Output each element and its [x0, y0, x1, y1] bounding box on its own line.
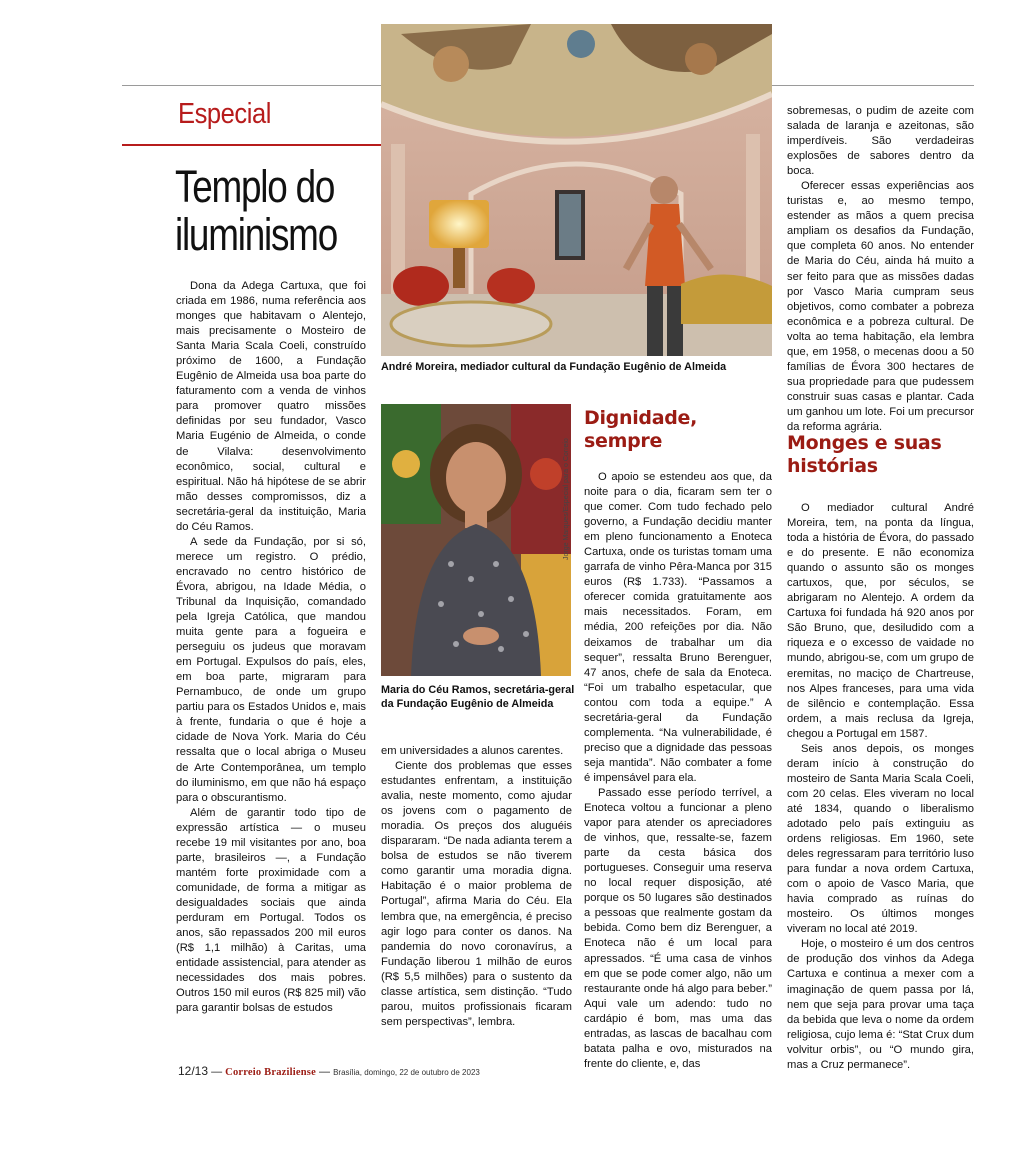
paragraph: O apoio se estendeu aos que, da noite para o dia, ficaram sem ter o que comer. Com tudo fechado pelo governo, a Fundação decidiu manter em pleno funcionamento a Enoteca Cartuxa, onde os turistas tomam uma garrafa de vinho Pêra-Manca por 315 euros (R$ 1.733). “Passamos a oferecer comida gratuitamente aos mais necessitados. Foram, em média, 200 refeições por dia. Não deixamos de trabalhar um dia sequer”, ressalta Bruno Berenguer, 47 anos, chefe de sala da Enoteca. “Foi um trabalho espetacular, que contou com toda a equipe.” A secretária-geral da Fundação complementa. “Na vulnerabilidade, é preciso que a dignidade das pessoas seja mantida”. Não combater a fome é impensável para ela. — [584, 471, 772, 784]
article-column-3 — [584, 470, 772, 1072]
page-footer — [178, 1064, 480, 1078]
photo-credit: Jorge Marques/Especial para o Correio — [563, 438, 570, 560]
paragraph: Ciente dos problemas que esses estudantes enfrentam, a instituição avalia, neste momento, como ajudar os jovens com o pagamento de moradia. Os preços dos aluguéis dispararam. “De nada adianta terem a bolsa de estudos se não tiverem como garantir uma moradia digna. Habitação é o maior problema de Portugal”, afirma Maria do Céu. Ela lembra que, na emergência, é preciso agir logo para conter os danos. Na pandemia do novo coronavírus, a Fundação liberou 1 milhão de euros (R$ 5,5 milhões) para o sustento da classe artística, sem distinção. “Tudo parou, muitos profissionais ficaram sem perspectivas”, lembra. — [381, 760, 572, 1028]
paragraph: Hoje, o mosteiro é um dos centros de produção dos vinhos da Adega Cartuxa e continua a mexer com a imaginação de quem passa por lá, nem que seja para provar uma taça da bebida que leva o nome da ordem religiosa, cujo lema é: “Stat Crux dum volvitur orbis”, ou “O mundo gira, mas a Cruz permanece”. — [787, 938, 974, 1071]
paragraph: A sede da Fundação, por si só, merece um registro. O prédio, encravado no centro histórico de Évora, abrigou, na Idade Média, o Tribunal da Inquisição, comandado pela Igreja Católica, que mandou muita gente para a fogueira e perseguiu os judeus que moravam em Portugal. Expulsos do país, eles, em boa parte, migraram para Pernambuco, de onde um grupo partiu para os Estados Unidos e, mais à frente, fundaria o que é hoje a cidade de Nova York. Maria do Céu ressalta que o local abriga o Museu de Arte Contemporânea, um templo do iluminismo, em que não há espaço para o obscurantismo. — [176, 535, 366, 804]
headline: Templo do iluminismo — [175, 161, 337, 260]
section-label: Especial — [178, 98, 271, 130]
portrait-photo-image — [381, 404, 571, 676]
page-numbers: 12/13 — [178, 1064, 209, 1078]
footer-dash: — — [211, 1066, 223, 1078]
article-column-4-top — [787, 104, 974, 435]
article-column-4-bottom — [787, 501, 974, 1073]
paragraph: Seis anos depois, os monges deram início à construção do mosteiro de Santa Maria Scala Coeli, com 20 celas. Eles viveram no local até 1834, quando o liberalismo adotado pelo país extinguiu as ordens religiosas. Em 1960, sete deles regressaram para território luso para fundar a nova ordem Cartuxa, com o apoio de Vasco Maria, que havia comprado as ruínas do mosteiro. Os últimos monges viveram no local até 2019. — [787, 742, 974, 936]
subhead-dignidade: Dignidade, sempre — [584, 407, 698, 452]
paragraph: Dona da Adega Cartuxa, que foi criada em 1986, numa referência aos monges que habitavam o Alentejo, mais precisamente o Mosteiro de Santa Maria Scala Coeli, construído próximo de 1600, a Fundação Eugênio de Almeida usa boa parte do faturamento com a venda de vinhos para promover quatro missões definidas por seu fundador, Vasco Maria Eugénio de Almeida, o conde de Vilalva: desenvolvimento econômico, social, cultural e espiritual. Não há hipótese de se abrir mão desses compromissos, diz a secretária-geral da instituição, Maria do Céu Ramos. — [176, 280, 366, 533]
main-photo-image — [381, 24, 772, 356]
newspaper-brand: Correio Braziliense — [225, 1067, 316, 1078]
paragraph: sobremesas, o pudim de azeite com salada de laranja e azeitonas, são imperdíveis. São verdadeiras explosões de sabores dentro da boca. — [787, 105, 974, 178]
article-column-2 — [381, 744, 572, 1030]
paragraph: em universidades a alunos carentes. — [381, 745, 564, 757]
paragraph: Oferecer essas experiências aos turistas e, ao mesmo tempo, estender as mãos a quem precisa ampliam os desafios da Fundação, que completa 60 anos. No entender de Maria do Céu, ainda há muito a ser feito para que as missões dadas por Vasco Maria cumpram seus objetivos, como combater a pobreza econômica e a pobreza cultural. De volta ao tema habitação, ela lembra que, em 1958, o mecenas doou a 50 famílias de Évora 300 hectares de sua propriedade para que pudessem construir suas casas e plantar. Cada um ganhou um lote. Foi um precursor da reforma agrária. — [787, 180, 974, 433]
article-column-1 — [176, 279, 366, 1016]
main-photo — [381, 24, 772, 356]
paragraph: Passado esse período terrível, a Enoteca voltou a funcionar a pleno vapor para atender os apreciadores de vinhos, que, ressalte-se, fazem parte da cesta básica dos portugueses. Conseguir uma reserva no local requer disposição, até porque os 50 lugares são destinados a pessoas que realmente gostam da bebida. Como bem diz Berenguer, a Enoteca não é um local para apressados. “É uma casa de vinhos em que se pode comer algo, não um restaurante onde há algo para beber.” Aqui vale um adendo: tudo no cardápio é bom, mas uma das entradas, as lascas de bacalhau com batata palha e ovo, misturados na frente do cliente, e, das — [584, 786, 772, 1070]
paragraph: O mediador cultural André Moreira, tem, na ponta da língua, toda a história de Évora, do passado e do presente. E não economiza quando o assunto são os monges cartuxos, que, por séculos, se abrigaram no Alentejo. A ordem da Cartuxa foi fundada há 920 anos por São Bruno, que, desiludido com a riqueza e o excesso de vaidade no mundo, abrigou-se, com um grupo de eremitas, no maciço de Chartreuse, nos Alpes franceses, para uma vida de silêncio e contemplação. Essa ordem, a mais reclusa da Igreja, chegou a Portugal em 1587. — [787, 502, 974, 740]
main-photo-caption: André Moreira, mediador cultural da Fundação Eugênio de Almeida — [381, 361, 727, 373]
section-rule — [122, 144, 382, 146]
subhead-monges: Monges e suas histórias — [787, 432, 942, 477]
footer-date: Brasília, domingo, 22 de outubro de 2023 — [333, 1068, 480, 1077]
footer-dash: — — [319, 1066, 331, 1078]
paragraph: Além de garantir todo tipo de expressão artística — o museu recebe 19 mil visitantes por ano, boa parte, brasileiros —, a Fundação mantém forte proximidade com a comunidade, de forma a mitigar as desigualdades sociais que ainda perduram em Portugal. Todos os anos, são repassados 200 mil euros (R$ 1,1 milhão) à Caritas, uma entidade assistencial, para atender as necessidades dos mais pobres. Outros 150 mil euros (R$ 825 mil) vão para garantir bolsas de estudos — [176, 806, 366, 1015]
portrait-photo-caption: Maria do Céu Ramos, secretária-geral da Fundação Eugênio de Almeida — [381, 684, 575, 710]
portrait-photo — [381, 404, 571, 676]
